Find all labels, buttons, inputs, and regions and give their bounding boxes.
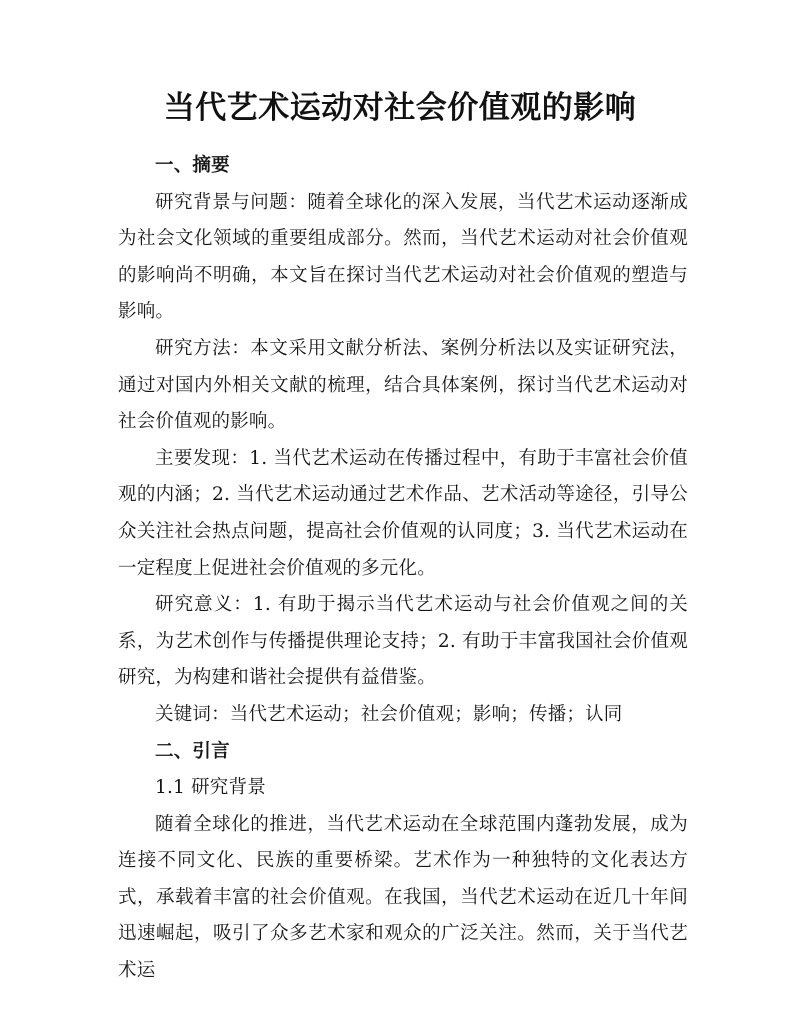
keywords-line: 关键词：当代艺术运动；社会价值观；影响；传播；认同 [155, 703, 623, 725]
abstract-significance-paragraph: 研究意义：1. 有助于揭示当代艺术运动与社会价值观之间的关系，为艺术创作与传播提供理论支持；2. 有助于丰富我国社会价值观研究，为构建和谐社会提供有益借鉴。 [118, 594, 688, 689]
document-body [118, 148, 688, 990]
research-background-subheading: 1.1 研究背景 [155, 777, 266, 799]
abstract-background-paragraph: 研究背景与问题：随着全球化的深入发展，当代艺术运动逐渐成为社会文化领域的重要组成部分。然而，当代艺术运动对社会价值观的影响尚不明确，本文旨在探讨当代艺术运动对社会价值观的塑造与影响。 [118, 191, 688, 323]
introduction-heading: 二、引言 [155, 740, 230, 762]
abstract-heading: 一、摘要 [155, 155, 230, 176]
introduction-paragraph: 随着全球化的推进，当代艺术运动在全球范围内蓬勃发展，成为连接不同文化、民族的重要桥梁。艺术作为一种独特的文化表达方式，承载着丰富的社会价值观。在我国，当代艺术运动在近几十年间迅速崛起，吸引了众多艺术家和观众的广泛关注。然而，关于当代艺术运 [118, 813, 688, 982]
abstract-findings-paragraph: 主要发现：1. 当代艺术运动在传播过程中，有助于丰富社会价值观的内涵；2. 当代艺术运动通过艺术作品、艺术活动等途径，引导公众关注社会热点问题，提高社会价值观的认同度；3. 当代艺术运动在一定程度上促进社会价值观的多元化。 [118, 447, 688, 579]
abstract-method-paragraph: 研究方法：本文采用文献分析法、案例分析法以及实证研究法，通过对国内外相关文献的梳理，结合具体案例，探讨当代艺术运动对社会价值观的影响。 [118, 337, 688, 433]
document-title: 当代艺术运动对社会价值观的影响 [163, 90, 637, 126]
